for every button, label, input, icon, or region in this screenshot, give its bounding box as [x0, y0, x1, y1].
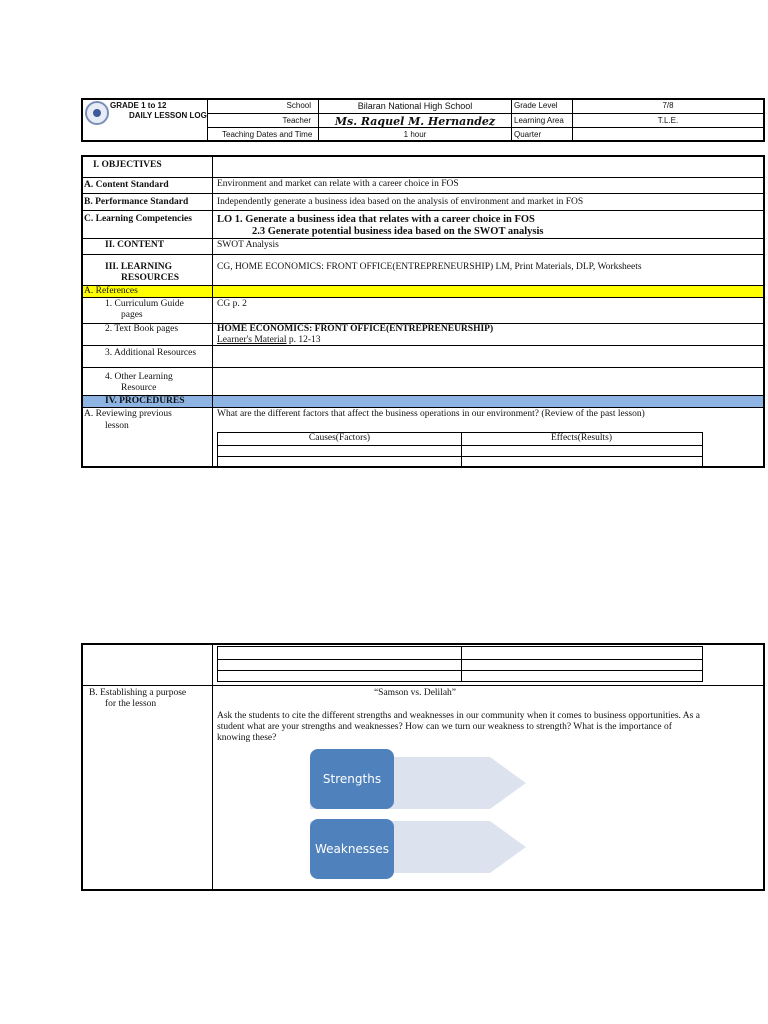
review-question: What are the different factors that affect the business operations in our environment? (Review of the past lesson): [217, 409, 645, 419]
lesson-table-continued: [81, 643, 765, 891]
causes-header: Causes(Factors): [308, 433, 371, 443]
competencies-line1: LO 1. Generate a business idea that relates with a career choice in FOS: [217, 214, 535, 225]
header-table: [81, 98, 765, 142]
dates-value: 1 hour: [403, 130, 427, 139]
teacher-value: Ms. Raquel M. Hernandez: [334, 115, 496, 128]
content-label: II. CONTENT: [105, 240, 165, 250]
activity-title: “Samson vs. Delilah”: [373, 688, 457, 698]
cg-value: CG p. 2: [217, 299, 247, 309]
log-title-2: DAILY LESSON LOG: [129, 111, 207, 120]
textbook-pages: p. 12-13: [286, 335, 321, 345]
other-resources-label-1: 4. Other Learning: [105, 372, 173, 382]
review-label-2: lesson: [105, 421, 129, 431]
content-value: SWOT Analysis: [217, 240, 279, 250]
area-value: T.L.E.: [657, 116, 679, 125]
effects-header: Effects(Results): [550, 433, 613, 443]
cg-label-1: 1. Curriculum Guide: [105, 299, 184, 309]
resources-value: CG, HOME ECONOMICS: FRONT OFFICE(ENTREPRENEURSHIP) LM, Print Materials, DLP, Worksheets: [217, 262, 642, 272]
causes-effects-table: [217, 432, 703, 468]
quarter-label: Quarter: [514, 130, 542, 139]
school-label: School: [286, 101, 311, 110]
textbook-value-1: HOME ECONOMICS: FRONT OFFICE(ENTREPRENEURSHIP): [217, 324, 494, 334]
activity-text: Ask the students to cite the different strengths and weaknesses in our community when it comes to business opportunities. As a student what are your strengths and weaknesses? How can we turn our weakness to strength? What is the importance of knowing these?: [217, 711, 700, 743]
grade-label: Grade Level: [514, 101, 558, 110]
purpose-label-2: for the lesson: [105, 699, 157, 709]
competencies-line2: 2.3 Generate potential business idea based on the SWOT analysis: [252, 226, 544, 237]
weaknesses-box: Weaknesses: [310, 819, 394, 879]
procedures-heading: IV. PROCEDURES: [105, 396, 185, 406]
grade-value: 7/8: [662, 101, 674, 110]
area-label: Learning Area: [514, 116, 564, 125]
additional-resources-label: 3. Additional Resources: [105, 348, 197, 358]
teacher-label: Teacher: [282, 116, 311, 125]
review-label-1: A. Reviewing previous: [84, 409, 172, 419]
performance-standard-label: B. Performance Standard: [84, 197, 189, 207]
dates-label: Teaching Dates and Time: [222, 130, 313, 139]
objectives-heading: I. OBJECTIVES: [93, 160, 162, 170]
learners-material: Learner's Material: [217, 335, 287, 345]
lesson-table: [81, 155, 765, 468]
resources-label-1: III. LEARNING: [105, 262, 173, 272]
deped-seal-icon: [85, 101, 109, 125]
other-resources-label-2: Resource: [121, 383, 157, 393]
textbook-label: 2. Text Book pages: [105, 324, 179, 334]
resources-label-2: RESOURCES: [121, 273, 180, 283]
cg-label-2: pages: [121, 310, 143, 320]
textbook-value-2: [217, 335, 321, 346]
school-value: Bilaran National High School: [357, 101, 473, 111]
competencies-label: C. Learning Competencies: [84, 214, 192, 224]
log-title-1: GRADE 1 to 12: [110, 101, 167, 110]
performance-standard-value: Independently generate a business idea based on the analysis of environment and market in FOS: [217, 197, 584, 207]
causes-effects-table-continued: [217, 646, 703, 682]
purpose-label-1: B. Establishing a purpose: [89, 688, 187, 698]
strengths-box: Strengths: [310, 749, 394, 809]
content-standard-label: A. Content Standard: [84, 180, 169, 190]
content-standard-value: Environment and market can relate with a career choice in FOS: [217, 179, 459, 189]
references-label: A. References: [84, 286, 138, 296]
